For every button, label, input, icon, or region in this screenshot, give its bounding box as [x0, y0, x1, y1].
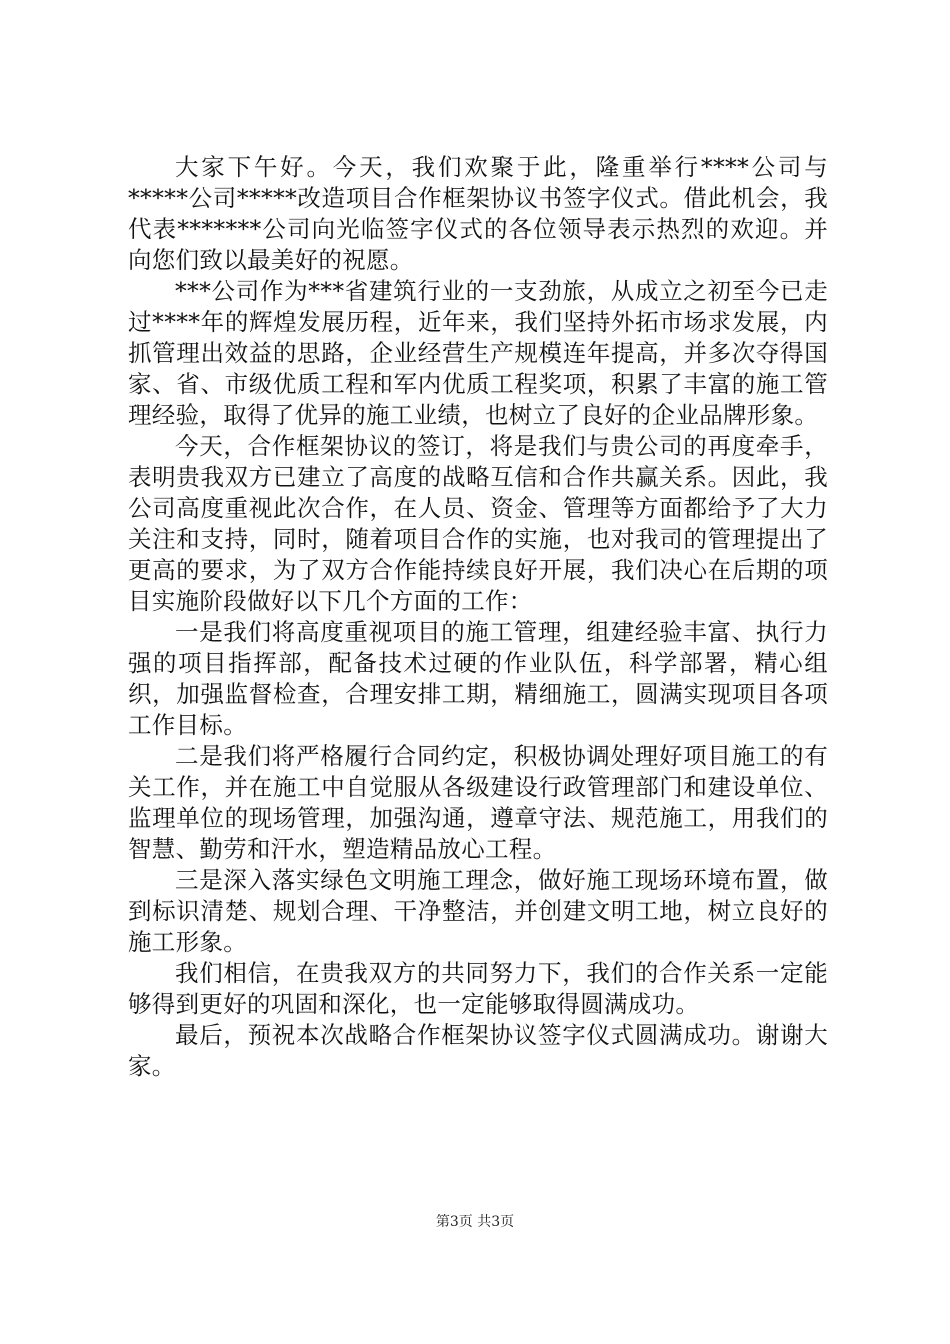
document-body: [128, 152, 828, 1082]
page-number-footer: 第3页 共3页: [435, 1214, 515, 1230]
paragraph-confidence: 我们相信，在贵我双方的共同努力下，我们的合作关系一定能够得到更好的巩固和深化，也一定能够取得圆满成功。: [128, 959, 828, 1018]
paragraph-point-two: 二是我们将严格履行合同约定，积极协调处理好项目施工的有关工作，并在施工中自觉服从各级建设行政管理部门和建设单位、监理单位的现场管理，加强沟通，遵章守法、规范施工，用我们的智慧、勤劳和汗水，塑造精品放心工程。: [128, 742, 828, 863]
paragraph-point-one: 一是我们将高度重视项目的施工管理，组建经验丰富、执行力强的项目指挥部，配备技术过硬的作业队伍，科学部署，精心组织，加强监督检查，合理安排工期，精细施工，圆满实现项目各项工作目标。: [128, 618, 828, 739]
paragraph-point-three: 三是深入落实绿色文明施工理念，做好施工现场环境布置，做到标识清楚、规划合理、干净整洁，并创建文明工地，树立良好的施工形象。: [128, 866, 828, 956]
paragraph-company-intro: ***公司作为***省建筑行业的一支劲旅，从成立之初至今已走过****年的辉煌发展历程，近年来，我们坚持外拓市场求发展，内抓管理出效益的思路，企业经营生产规模连年提高，并多次夺得国家、省、市级优质工程和军内优质工程奖项，积累了丰富的施工管理经验，取得了优异的施工业绩，也树立了良好的企业品牌形象。: [128, 277, 828, 429]
paragraph-agreement: 今天，合作框架协议的签订，将是我们与贵公司的再度牵手，表明贵我双方已建立了高度的战略互信和合作共赢关系。因此，我公司高度重视此次合作，在人员、资金、管理等方面都给予了大力关注和支持，同时，随着项目合作的实施，也对我司的管理提出了更高的要求，为了双方合作能持续良好开展，我们决心在后期的项目实施阶段做好以下几个方面的工作：: [128, 432, 828, 615]
paragraph-closing: 最后，预祝本次战略合作框架协议签字仪式圆满成功。谢谢大家。: [128, 1021, 828, 1080]
paragraph-greeting: 大家下午好。今天，我们欢聚于此，隆重举行****公司与*****公司*****改造项目合作框架协议书签字仪式。借此机会，我代表*******公司向光临签字仪式的各位领导表示热烈的欢迎。并向您们致以最美好的祝愿。: [128, 153, 828, 274]
